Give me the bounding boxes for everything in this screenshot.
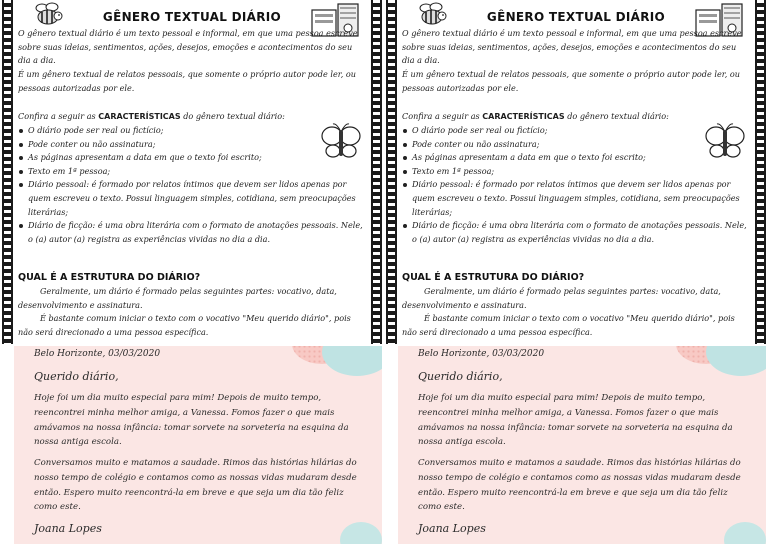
structure-heading: QUAL É A ESTRUTURA DO DIÁRIO? [18, 272, 201, 283]
list-item: Pode conter ou não assinatura; [18, 138, 364, 152]
diary-paragraph-1: Hoje foi um dia muito especial para mim! Depois de muito tempo, reencontrei minha melhor amiga, a Vanessa. Fomos fazer o que mais amávamos na nossa infância: tomar sorvete na sorveteria na esquina da nossa antiga escola. [34, 393, 349, 448]
diary-paragraph-1: Hoje foi um dia muito especial para mim! Depois de muito tempo, reencontrei minha melhor amiga, a Vanessa. Fomos fazer o que mais amávamos na nossa infância: tomar sorvete na sorveteria na esquina da nossa antiga escola. [418, 393, 733, 448]
structure-paragraph-1: Geralmente, um diário é formado pelas seguintes partes: vocativo, data, desenvolvimento e assinatura. [402, 286, 721, 310]
structure-paragraph-2: É bastante comum iniciar o texto com o vocativo "Meu querido diário", pois não será direcionado a uma pessoa específica. [402, 313, 735, 337]
decor-blob-teal-bottom [724, 522, 766, 544]
diary-signature: Joana Lopes [34, 522, 102, 535]
characteristics-keyword: CARACTERÍSTICAS [98, 112, 181, 121]
worksheet-copy-right [386, 0, 766, 544]
list-item: Texto em 1ª pessoa; [18, 165, 364, 179]
characteristics-intro-suffix: do gênero textual diário: [564, 111, 669, 121]
list-item: As páginas apresentam a data em que o texto foi escrito; [402, 151, 748, 165]
list-item: Diário de ficção: é uma obra literária com o formato de anotações pessoais. Nele, o (a) autor (a) registra as experiências vividas no dia a dia. [18, 219, 364, 246]
worksheet-top [14, 0, 370, 344]
characteristics-list [402, 124, 748, 246]
characteristics-list [18, 124, 364, 246]
film-border-left [386, 0, 397, 344]
film-border-right [371, 0, 382, 344]
diary-date: Belo Horizonte, 03/03/2020 [34, 349, 161, 359]
structure-paragraph-2: É bastante comum iniciar o texto com o vocativo "Meu querido diário", pois não será direcionado a uma pessoa específica. [18, 313, 351, 337]
decor-blob-teal [706, 346, 766, 376]
characteristics-keyword: CARACTERÍSTICAS [482, 112, 565, 121]
list-item: Diário de ficção: é uma obra literária com o formato de anotações pessoais. Nele, o (a) autor (a) registra as experiências vividas no dia a dia. [402, 219, 748, 246]
structure-heading: QUAL É A ESTRUTURA DO DIÁRIO? [402, 272, 585, 283]
list-item: Diário pessoal: é formado por relatos íntimos que devem ser lidos apenas por quem escreveu o texto. Possui linguagem simples, cotidiana, sem preocupações literárias; [18, 178, 364, 219]
diary-greeting: Querido diário, [418, 370, 503, 383]
film-border-right [755, 0, 766, 344]
diary-signature: Joana Lopes [418, 522, 486, 535]
characteristics-intro-prefix: Confira a seguir as [18, 111, 99, 121]
list-item: O diário pode ser real ou fictício; [18, 124, 364, 138]
worksheet-title: GÊNERO TEXTUAL DIÁRIO [486, 10, 666, 24]
characteristics-intro-prefix: Confira a seguir as [402, 111, 483, 121]
intro-paragraph: O gênero textual diário é um texto pessoal e informal, em que uma pessoa escreve sobre suas ideias, sentimentos, ações, desejos, emoções e acontecimentos do seu dia a dia. [18, 28, 358, 66]
characteristics-intro [402, 110, 748, 124]
characteristics-intro [18, 110, 364, 124]
diary-example-card [398, 346, 766, 544]
film-border-left [2, 0, 13, 344]
intro-paragraph-2: É um gênero textual de relatos pessoais, que somente o próprio autor pode ler, ou pessoas autorizadas por ele. [18, 69, 356, 93]
diary-greeting: Querido diário, [34, 370, 119, 383]
worksheet-title: GÊNERO TEXTUAL DIÁRIO [102, 10, 282, 24]
list-item: Pode conter ou não assinatura; [402, 138, 748, 152]
diary-example-card [14, 346, 382, 544]
diary-paragraph-2: Conversamos muito e matamos a saudade. Rimos das histórias hilárias do nosso tempo de colégio e contamos como as nossas vidas mudaram desde então. Espero muito reencontrá-la em breve e que seja um dia tão feliz como este. [418, 458, 741, 513]
intro-paragraph-2: É um gênero textual de relatos pessoais, que somente o próprio autor pode ler, ou pessoas autorizadas por ele. [402, 69, 740, 93]
list-item: Texto em 1ª pessoa; [402, 165, 748, 179]
decor-blob-teal [322, 346, 382, 376]
list-item: Diário pessoal: é formado por relatos íntimos que devem ser lidos apenas por quem escreveu o texto. Possui linguagem simples, cotidiana, sem preocupações literárias; [402, 178, 748, 219]
characteristics-intro-suffix: do gênero textual diário: [180, 111, 285, 121]
intro-paragraph: O gênero textual diário é um texto pessoal e informal, em que uma pessoa escreve sobre suas ideias, sentimentos, ações, desejos, emoções e acontecimentos do seu dia a dia. [402, 28, 742, 66]
structure-paragraph-1: Geralmente, um diário é formado pelas seguintes partes: vocativo, data, desenvolvimento e assinatura. [18, 286, 337, 310]
decor-blob-teal-bottom [340, 522, 382, 544]
worksheet-copy-left [2, 0, 382, 544]
diary-date: Belo Horizonte, 03/03/2020 [418, 349, 545, 359]
diary-paragraph-2: Conversamos muito e matamos a saudade. Rimos das histórias hilárias do nosso tempo de colégio e contamos como as nossas vidas mudaram desde então. Espero muito reencontrá-la em breve e que seja um dia tão feliz como este. [34, 458, 357, 513]
list-item: As páginas apresentam a data em que o texto foi escrito; [18, 151, 364, 165]
list-item: O diário pode ser real ou fictício; [402, 124, 748, 138]
worksheet-top [398, 0, 754, 344]
